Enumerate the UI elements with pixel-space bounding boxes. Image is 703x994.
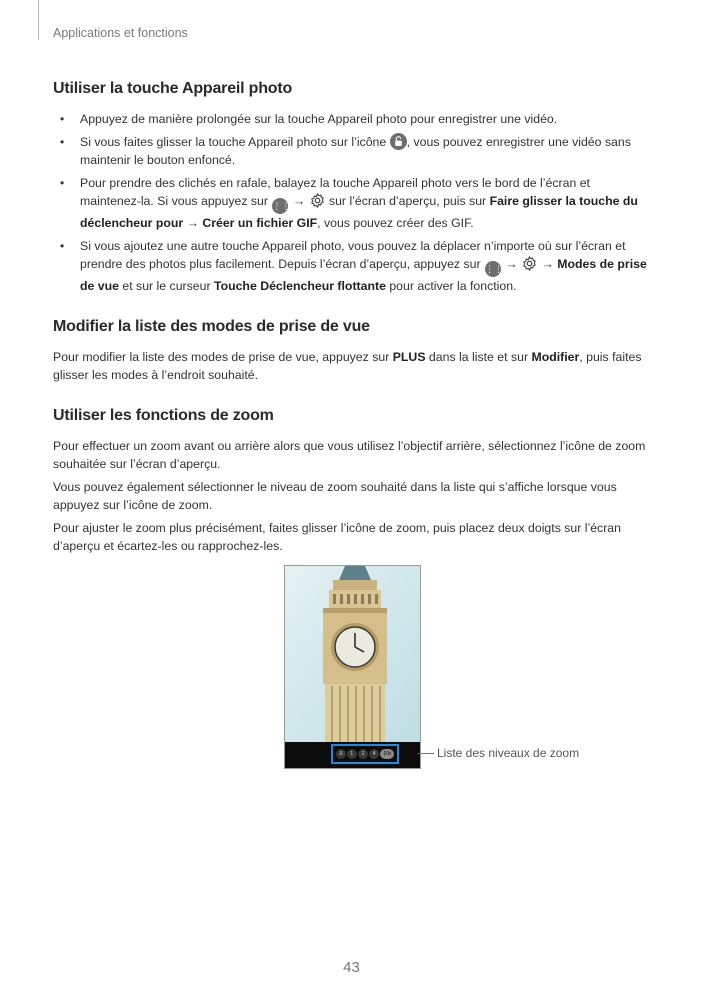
section-heading-zoom: Utiliser les fonctions de zoom <box>53 406 274 424</box>
paragraph: Vous pouvez également sélectionner le niveau de zoom souhaité dans la liste qui s’affiche lorsque vous appuyez sur l’icône de zoom. <box>53 479 617 512</box>
callout-line <box>418 753 434 754</box>
more-options-icon: ⋮⋮ <box>272 198 288 214</box>
list-item: • Appuyez de manière prolongée sur la touche Appareil photo pour enregistrer une vidéo. <box>53 110 648 129</box>
lock-icon <box>390 135 407 149</box>
zoom-level-button[interactable]: 4 <box>369 749 379 759</box>
list-item: • Pour prendre des clichés en rafale, balayez la touche Appareil photo vers le bord de l’écran et maintenez-la. Si vous appuyez sur ⋮⋮ → sur l’écran d’aperçu, puis sur Faire glisser la touche du déclencheur pour → Créer un fichier GIF, vous pouvez créer des GIF. <box>53 174 648 233</box>
more-options-icon: ⋮⋮ <box>485 261 501 277</box>
zoom-level-button[interactable]: 2 <box>358 749 368 759</box>
settings-gear-icon <box>521 257 538 271</box>
zoom-level-button-selected[interactable]: 10x <box>380 749 394 759</box>
list-item: • Si vous ajoutez une autre touche Appareil photo, vous pouvez la déplacer n’importe où sur l’écran et prendre des photos plus facilement. Depuis l’écran d’aperçu, appuyez sur ⋮⋮ → → Modes de prise de vue et sur le curseur Touche Déclencheur flottante pour activer la fonction. <box>53 237 648 296</box>
zoom-level-button[interactable]: .6 <box>336 749 346 759</box>
page-number: 43 <box>343 959 360 976</box>
paragraph: Pour modifier la liste des modes de prise de vue, appuyez sur PLUS dans la liste et sur Modifier, puis faites glisser les modes à l’endroit souhaité. <box>53 349 642 382</box>
camera-preview-screenshot <box>284 565 421 769</box>
list-item: • Si vous faites glisser la touche Appareil photo sur l’icône , vous pouvez enregistrer une vidéo sans maintenir le bouton enfoncé. <box>53 133 648 170</box>
header-rule <box>38 0 39 40</box>
zoom-level-list[interactable] <box>331 744 399 764</box>
camera-controls-bar <box>285 742 420 768</box>
zoom-level-button[interactable]: 1 <box>347 749 357 759</box>
settings-gear-icon <box>309 194 326 208</box>
paragraph: Pour ajuster le zoom plus précisément, faites glisser l’icône de zoom, puis placez deux doigts sur l’écran d’aperçu et écartez-les ou rapprochez-les. <box>53 520 621 553</box>
running-header: Applications et fonctions <box>53 26 188 40</box>
page-content <box>53 80 648 560</box>
big-ben-illustration <box>285 566 420 742</box>
section-heading-camera-button: Utiliser la touche Appareil photo <box>53 80 293 97</box>
zoom-list-callout: Liste des niveaux de zoom <box>437 746 580 760</box>
paragraph: Pour effectuer un zoom avant ou arrière alors que vous utilisez l’objectif arrière, sélectionnez l’icône de zoom souhaitée sur l’écran d’aperçu. <box>53 438 646 471</box>
section-heading-shooting-modes: Modifier la liste des modes de prise de vue <box>53 317 370 335</box>
camera-button-list <box>53 110 648 296</box>
